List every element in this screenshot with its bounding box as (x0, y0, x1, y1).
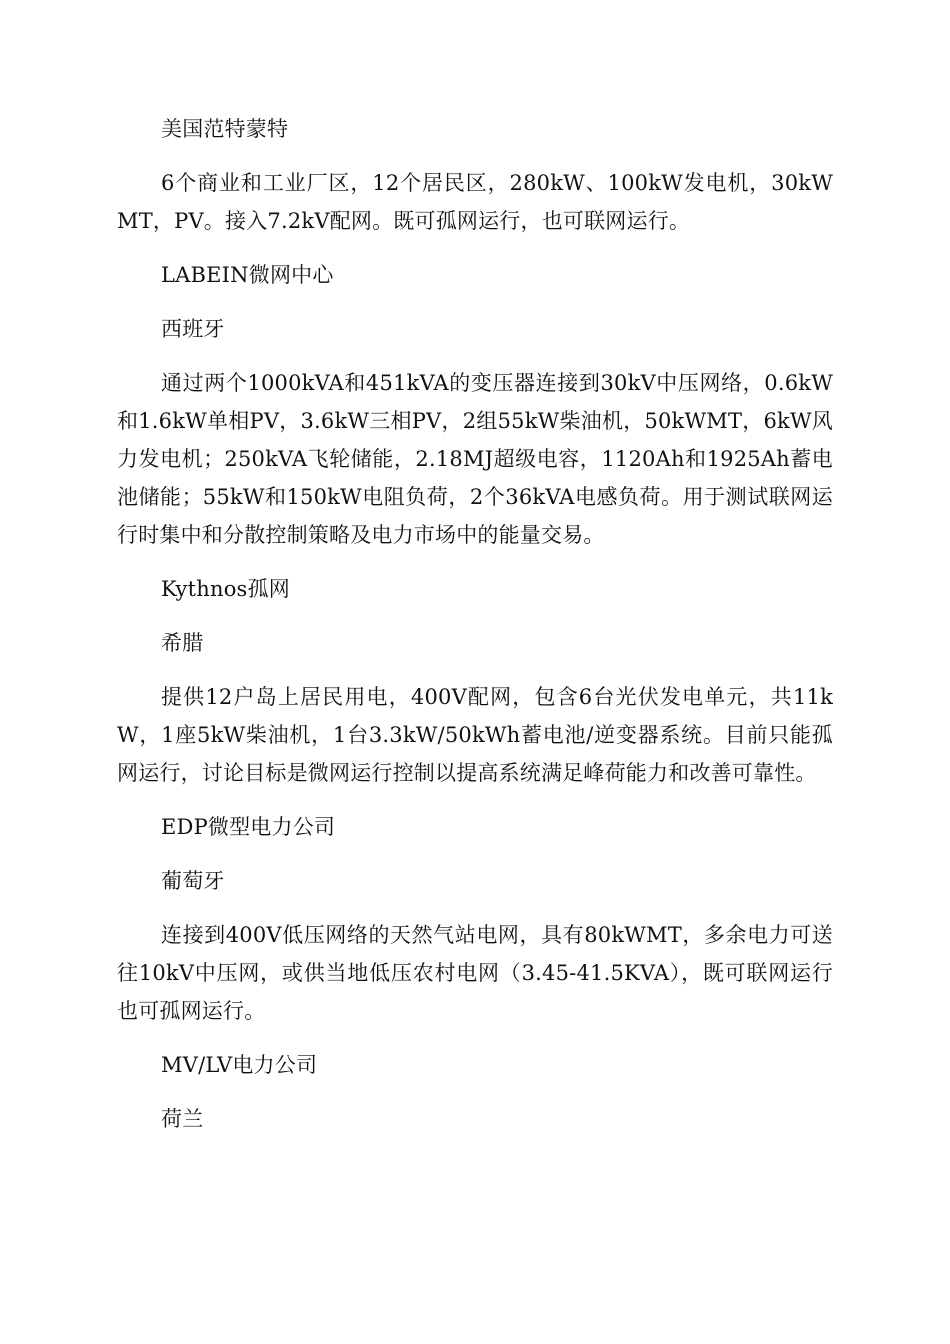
description-kythnos: 提供12户岛上居民用电，400V配网，包含6台光伏发电单元，共11kW，1座5kW柴油机，1台3.3kW/50kWh蓄电池/逆变器系统。目前只能孤网运行，讨论目标是微网运行控制以提高系统满足峰荷能力和改善可靠性。 (117, 685, 833, 785)
site-mvlv-country: 荷兰 (161, 1107, 204, 1131)
site-labein-country: 西班牙 (161, 317, 225, 341)
description-us-vermont: 6个商业和工业厂区，12个居民区，280kW、100kW发电机，30kWMT，PV。接入7.2kV配网。既可孤网运行，也可联网运行。 (117, 171, 833, 233)
site-labein-name: LABEIN微网中心 (161, 263, 334, 287)
description-edp: 连接到400V低压网络的天然气站电网，具有80kWMT，多余电力可送往10kV中压网，或供当地低压农村电网（3.45-41.5KVA），既可联网运行也可孤网运行。 (117, 923, 833, 1023)
site-mvlv-name: MV/LV电力公司 (161, 1053, 318, 1077)
site-kythnos-country: 希腊 (161, 631, 204, 655)
description-labein: 通过两个1000kVA和451kVA的变压器连接到30kV中压网络，0.6kW和1.6kW单相PV，3.6kW三相PV，2组55kW柴油机，50kWMT，6kW风力发电机；250kVA飞轮储能，2.18MJ超级电容，1120Ah和1925Ah蓄电池储能；55kW和150kW电阻负荷，2个36kVA电感负荷。用于测试联网运行时集中和分散控制策略及电力市场中的能量交易。 (117, 371, 833, 547)
site-kythnos-name: Kythnos孤网 (161, 577, 290, 601)
document-body (117, 110, 833, 1154)
site-edp-country: 葡萄牙 (161, 869, 225, 893)
site-edp-name: EDP微型电力公司 (161, 815, 336, 839)
site-us-vermont: 美国范特蒙特 (161, 117, 289, 141)
